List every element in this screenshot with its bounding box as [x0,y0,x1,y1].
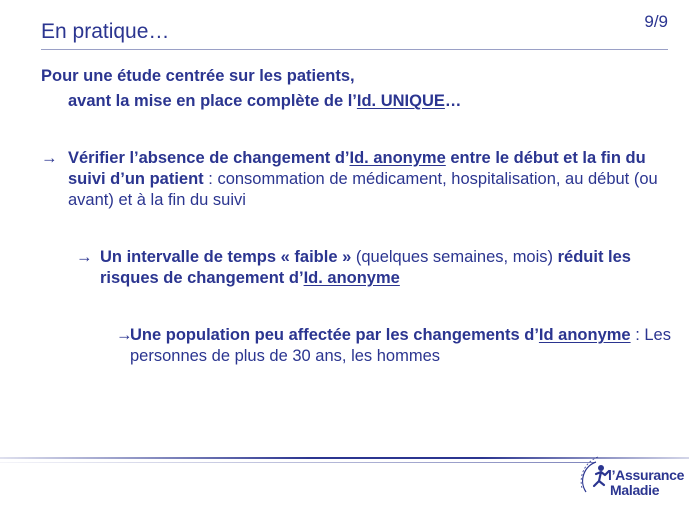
point-2-text: Un intervalle de temps « faible » (quelques semaines, mois) réduit les risques de changement d’Id. anonyme [100,248,631,287]
id-unique-term: Id. UNIQUE [356,92,445,110]
page-number: 9/9 [644,12,668,31]
intro-line-1: Pour une étude centrée sur les patients, [41,67,355,85]
logo-wordmark: l’Assurance Maladie [608,467,685,498]
intro-paragraph [41,66,461,112]
footer-divider-thin [0,462,594,463]
id-anonyme-term: Id. anonyme [303,269,400,287]
point-3 [116,325,676,367]
title-divider [41,49,668,50]
point-3-text: Une population peu affectée par les changements d’Id anonyme : Les personnes de plus de 30 ans, les hommes [130,326,671,365]
id-anonyme-term: Id. anonyme [349,149,446,167]
point-1 [41,148,661,211]
arrow-right-icon: → [116,326,133,344]
intro-line-2: avant la mise en place complète de l’Id. UNIQUE… [68,92,462,110]
arrow-right-icon: → [41,149,58,167]
point-1-text: Vérifier l’absence de changement d’Id. anonyme entre le début et la fin du suivi d’un patient : consommation de médicament, hospitalisation, au début (ou avant) et à la fin du suivi [68,149,658,209]
point-2 [76,247,666,289]
arrow-right-icon: → [76,248,93,266]
slide-title: En pratique… [41,20,170,43]
id-anonyme-term: Id anonyme [538,326,631,344]
